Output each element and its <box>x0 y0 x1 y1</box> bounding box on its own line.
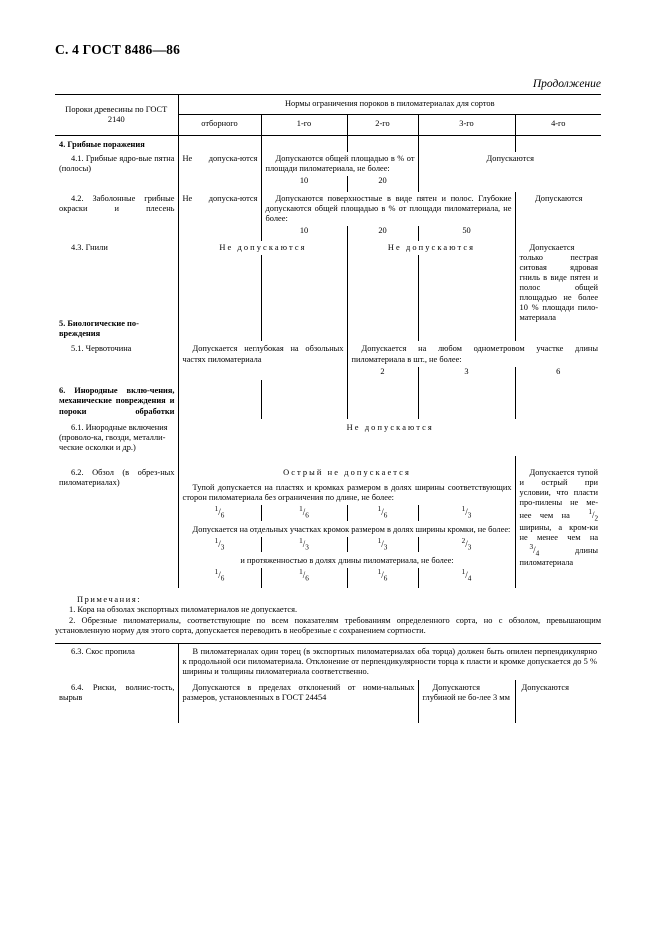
spacer-cell <box>515 135 601 152</box>
defect-norms-table-part2 <box>55 643 601 723</box>
fraction <box>378 537 388 552</box>
value-4-1-grade-2: 20 <box>347 176 418 191</box>
fraction <box>462 505 472 520</box>
grade-header-2: 2-го <box>347 115 418 135</box>
row-6-4 <box>55 680 601 724</box>
spacer-cell <box>347 317 418 342</box>
frac-num: 1 <box>461 568 466 577</box>
spacer-cell <box>178 367 347 380</box>
cell-4-1-otbornogo: Не допуска-ются <box>178 152 261 192</box>
frac-den: 6 <box>383 574 388 583</box>
defect-name-6-2: 6.2. Обзол (в обрез-ных пиломатериалах) <box>59 467 175 487</box>
frac-den: 6 <box>220 574 225 583</box>
cell-6-1-all-grades: Не допускаются <box>178 419 601 456</box>
value-6-2-r3-grade-3 <box>418 568 515 587</box>
fraction <box>215 505 225 520</box>
frac-slash: / <box>533 544 536 555</box>
frac-slash: / <box>302 570 306 581</box>
fraction <box>299 568 309 583</box>
cell-6-4-grades-otb-2: Допускаются в пределах отклонений от номи-нальных размеров, установленных в ГОСТ 24454 <box>178 680 418 724</box>
frac-slash: / <box>218 507 221 518</box>
spacer-cell <box>178 380 261 419</box>
spacer-cell <box>55 255 178 317</box>
cell-4-2-otbornogo: Не допуска-ются <box>178 192 261 241</box>
value-6-2-r1-grade-3 <box>418 505 515 520</box>
continuation-label: Продолжение <box>532 78 601 90</box>
obzol-right-text-b: ширины, а кром-ки не менее чем на <box>519 522 599 542</box>
spacer-cell <box>418 380 515 419</box>
value-6-2-r2-grade-1 <box>261 537 347 552</box>
cell-4-3-grades-2-3: Не допускаются <box>347 241 515 255</box>
note-item-1: 1. Кора на обзолах экспортных пиломатериалов не допускается. <box>69 605 298 615</box>
value-6-2-r1-grade-1 <box>261 505 347 520</box>
row-6-1 <box>55 419 601 456</box>
section-5-title: 5. Биологические по-вреждения <box>59 318 139 338</box>
cell-4-1-grades-1-2: Допускаются общей площадью в % от площади пиломатериала, не более: <box>261 152 418 177</box>
spacer-cell <box>418 317 515 342</box>
cell-4-3-grade-4: Допускается только пестрая ситовая ядровая гниль в виде пятен и полос общей площадью не более 10 % площади пило-материала <box>515 241 601 342</box>
obzol-right-fraction-1 <box>578 508 598 523</box>
frac-num: 1 <box>299 536 303 545</box>
section-4-title: 4. Грибные поражения <box>59 139 145 149</box>
frac-slash: / <box>465 538 468 549</box>
spacer-cell <box>261 135 347 152</box>
spacer-cell <box>261 255 347 317</box>
value-6-2-r2-grade-3 <box>418 537 515 552</box>
note-item-2: 2. Обрезные пиломатериалы, соответствующие по всем показателям требованиям определенного сорта, но с обзолом, превышающим установленную норму для этого сорта, допускается переводить в необрезные с сохранением сортности. <box>55 615 601 636</box>
frac-slash: / <box>302 538 306 549</box>
frac-num: 1 <box>461 505 466 514</box>
defect-name-4-3: 4.3. Гнили <box>71 242 108 252</box>
section-6-title: 6. Инородные вклю-чения, механические повреждения и пороки обработки <box>59 386 175 416</box>
grade-header-1: 1-го <box>261 115 347 135</box>
spacer-cell <box>515 226 601 240</box>
row-6-2 <box>55 456 601 480</box>
section-4-title-row <box>55 135 601 152</box>
frac-num: 1 <box>588 507 592 516</box>
spacer-cell <box>261 317 347 342</box>
row-4-3 <box>55 241 601 255</box>
frac-den: 6 <box>305 574 309 583</box>
spacer-cell <box>515 380 601 419</box>
frac-num: 3 <box>529 543 534 552</box>
defect-norms-table <box>55 94 601 588</box>
section-6-title-row <box>55 380 601 419</box>
value-6-2-r1-otbornogo <box>178 505 261 520</box>
frac-den: 3 <box>305 543 309 552</box>
row-4-1 <box>55 152 601 177</box>
defect-name-5-1: 5.1. Червоточина <box>71 344 132 354</box>
frac-slash: / <box>381 507 384 518</box>
cell-6-2-para1: Тупой допускается на пластях и кромках размером в долях ширины соответствующих сторон пиломатериала без ограничения по длине, не более: <box>178 480 515 506</box>
spacer-cell <box>347 135 418 152</box>
frac-den: 6 <box>220 511 225 520</box>
frac-slash: / <box>381 538 384 549</box>
value-4-2-grade-2: 20 <box>347 226 418 240</box>
value-4-2-grade-1: 10 <box>261 226 347 240</box>
frac-num: 1 <box>214 505 219 514</box>
cell-6-3-all-grades: В пиломатериалах один торец (в экспортных пиломатериалах оба торца) должен быть опилен перпендикулярно к продольной оси пиломатериала. Отклонение от перпендикулярности торца к пласти и кромке допускается до 5 % ширины и толщины пиломатериала соответственно. <box>178 643 601 679</box>
frac-num: 2 <box>461 536 466 545</box>
frac-num: 1 <box>299 505 303 514</box>
frac-num: 1 <box>377 536 382 545</box>
frac-den: 4 <box>535 549 540 558</box>
frac-num: 1 <box>299 568 303 577</box>
spacer-cell <box>515 176 601 191</box>
value-5-1-grade-3: 3 <box>418 367 515 380</box>
spacer-cell <box>261 380 347 419</box>
grade-header-3: 3-го <box>418 115 515 135</box>
value-6-2-r2-otbornogo <box>178 537 261 552</box>
spacer-cell <box>418 255 515 317</box>
cell-6-2-para3: и протяженностью в долях длины пиломатериала, не более: <box>178 552 515 568</box>
cell-5-1-grades-otb-1: Допускается неглубокая на обзольных частях пиломатериала <box>178 341 347 367</box>
spacer-cell <box>347 255 418 317</box>
column-header-norms: Нормы ограничения пороков в пиломатериалах для сортов <box>178 95 601 115</box>
frac-slash: / <box>218 538 221 549</box>
notes-block <box>55 595 601 637</box>
obzol-right-text-c: длины пиломатериала <box>519 545 599 568</box>
fraction <box>299 505 309 520</box>
column-header-defects: Пороки древесины по ГОСТ 2140 <box>55 95 178 136</box>
defect-name-6-3: 6.3. Скос пропила <box>55 643 178 679</box>
fraction <box>378 505 388 520</box>
cell-6-2-headline: Острый не допускается <box>178 456 515 480</box>
value-4-1-grade-1: 10 <box>261 176 347 191</box>
frac-slash: / <box>591 509 595 520</box>
cell-5-1-grades-2-4: Допускается на любом однометровом участке длины пиломатериала в шт., не более: <box>347 341 601 367</box>
spacer-cell <box>418 135 515 152</box>
spacer-cell <box>178 255 261 317</box>
fraction <box>215 537 225 552</box>
cell-4-2-grades-1-3: Допускаются поверхностные в виде пятен и полос. Глубокие допускаются общей площадью в % от площади пиломатериала, не более: <box>261 192 515 227</box>
row-4-2 <box>55 192 601 227</box>
fraction <box>462 568 472 583</box>
cell-6-2-grade-4 <box>515 456 601 588</box>
value-6-2-r3-otbornogo <box>178 568 261 587</box>
cell-4-3-grades-otb-1: Не допускаются <box>178 241 347 255</box>
value-4-2-grade-3: 50 <box>418 226 515 240</box>
frac-num: 1 <box>214 536 219 545</box>
fraction <box>378 568 388 583</box>
frac-den: 6 <box>383 511 388 520</box>
frac-slash: / <box>465 570 468 581</box>
page-header: С. 4 ГОСТ 8486—86 <box>55 42 181 57</box>
fraction <box>299 537 309 552</box>
grade-header-4: 4-го <box>515 115 601 135</box>
frac-slash: / <box>218 570 221 581</box>
frac-num: 1 <box>377 505 382 514</box>
cell-6-4-grade-3: Допускаются глубиной не бо-лее 3 мм <box>418 680 515 724</box>
frac-den: 3 <box>220 543 225 552</box>
spacer-cell <box>178 317 261 342</box>
defect-name-6-4: 6.4. Риски, волнис-тость, вырыв <box>59 682 175 702</box>
value-6-2-r3-grade-1 <box>261 568 347 587</box>
notes-title: Примечания: <box>77 594 142 604</box>
value-6-2-r1-grade-2 <box>347 505 418 520</box>
frac-num: 1 <box>214 568 219 577</box>
cell-4-2-grade-4: Допускаются <box>515 192 601 227</box>
spacer-cell <box>178 135 261 152</box>
obzol-right-text-a: Допускается тупой и острый при условии, что пласти про-пилены не ме-нее чем на <box>519 467 599 520</box>
frac-den: 6 <box>305 511 309 520</box>
frac-den: 3 <box>467 543 472 552</box>
frac-num: 1 <box>377 568 382 577</box>
fraction <box>462 537 472 552</box>
cell-6-2-para2: Допускается на отдельных участках кромок размером в долях ширины кромки, не более: <box>178 521 515 537</box>
frac-den: 2 <box>594 514 599 523</box>
fraction <box>215 568 225 583</box>
frac-den: 3 <box>383 543 388 552</box>
defect-name-6-1: 6.1. Инородные включения (проволо-ка, гвозди, металли-ческие осколки и др.) <box>59 422 168 453</box>
defect-name-4-2: 4.2. Заболонные грибные окраски и плесень <box>59 193 175 213</box>
row-6-3 <box>55 643 601 679</box>
cell-6-4-grade-4: Допускаются <box>515 680 601 724</box>
frac-den: 4 <box>467 574 472 583</box>
spacer-cell <box>347 380 418 419</box>
value-6-2-r2-grade-2 <box>347 537 418 552</box>
row-5-1 <box>55 341 601 367</box>
defect-norms-table-wrapper <box>55 94 601 723</box>
frac-slash: / <box>302 507 306 518</box>
frac-slash: / <box>465 507 468 518</box>
value-6-2-r3-grade-2 <box>347 568 418 587</box>
cell-4-1-grades-3-4: Допускаются <box>418 152 601 177</box>
table-header-row-1 <box>55 95 601 115</box>
frac-den: 3 <box>467 511 472 520</box>
value-5-1-grade-4: 6 <box>515 367 601 380</box>
defect-name-4-1: 4.1. Грибные ядро-вые пятна (полосы) <box>59 153 175 173</box>
obzol-right-fraction-2 <box>520 543 540 558</box>
grade-header-otbornogo: отборного <box>178 115 261 135</box>
spacer-cell <box>418 176 515 191</box>
value-5-1-grade-2: 2 <box>347 367 418 380</box>
frac-slash: / <box>381 570 384 581</box>
